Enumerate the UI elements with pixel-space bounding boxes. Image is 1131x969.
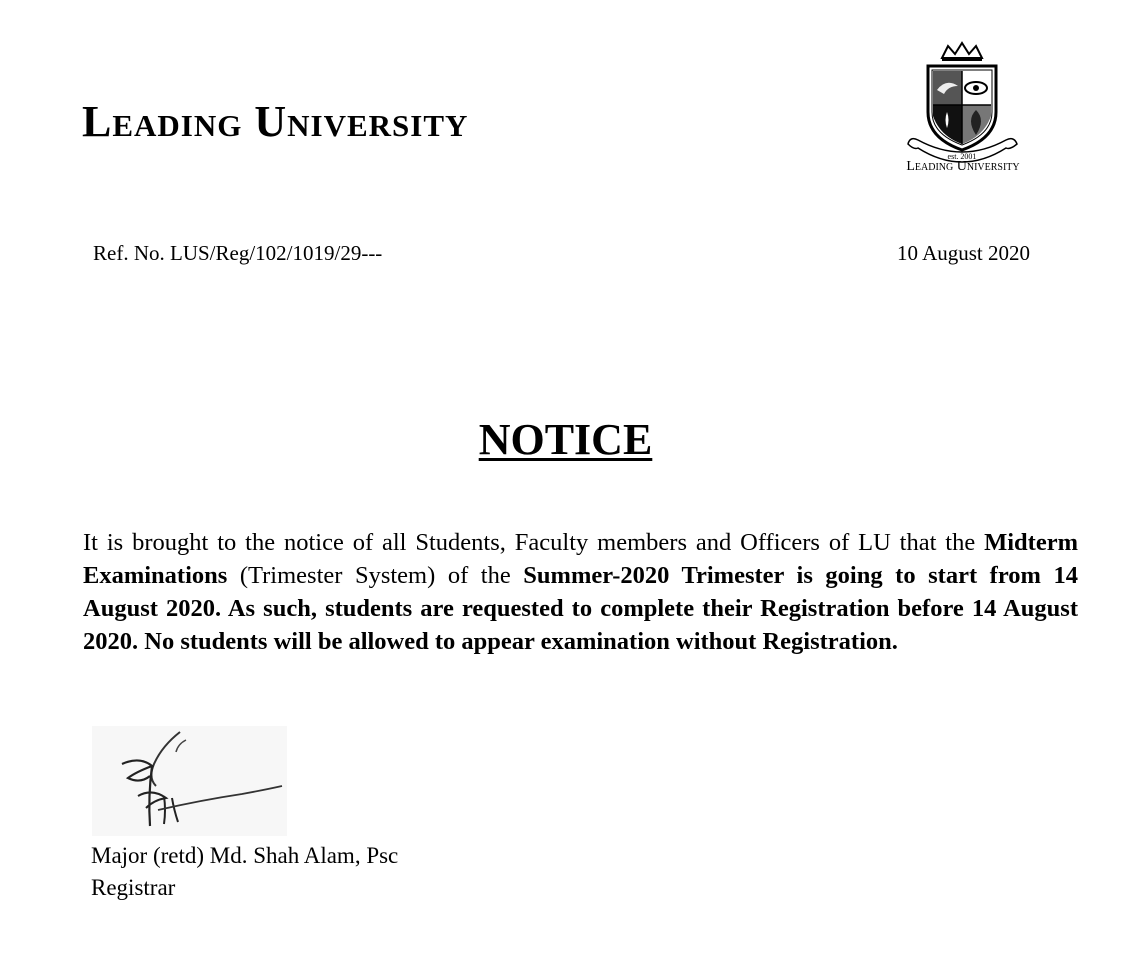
notice-body-bold-1: Midterm Examinations (83, 529, 1078, 589)
notice-body-text-2: (Trimester System) of the (227, 562, 524, 589)
signatory-title: Registrar (91, 875, 176, 900)
signatory-block (91, 840, 398, 904)
handwritten-signature (92, 726, 287, 836)
notice-body-bold-2: Summer-2020 Trimester is going to start from 14 August 2020. As such, students are requested to complete their Registration before 14 August 2020. No students will be allowed to appear examination without Registration. (83, 562, 1078, 655)
notice-body-text-1: It is brought to the notice of all Students, Faculty members and Officers of LU that the (83, 529, 985, 556)
notice-title: NOTICE (478, 415, 653, 464)
signatory-name: Major (retd) Md. Shah Alam, Psc (91, 843, 399, 868)
university-name-heading: Leading University (82, 97, 469, 146)
logo-caption: Leading University (906, 159, 1020, 174)
crest-motto: est. 2001 (947, 152, 977, 161)
reference-number: Ref. No. LUS/Reg/102/1019/29--- (93, 241, 383, 265)
notice-body (83, 526, 1078, 658)
notice-date: 10 August 2020 (896, 241, 1030, 265)
